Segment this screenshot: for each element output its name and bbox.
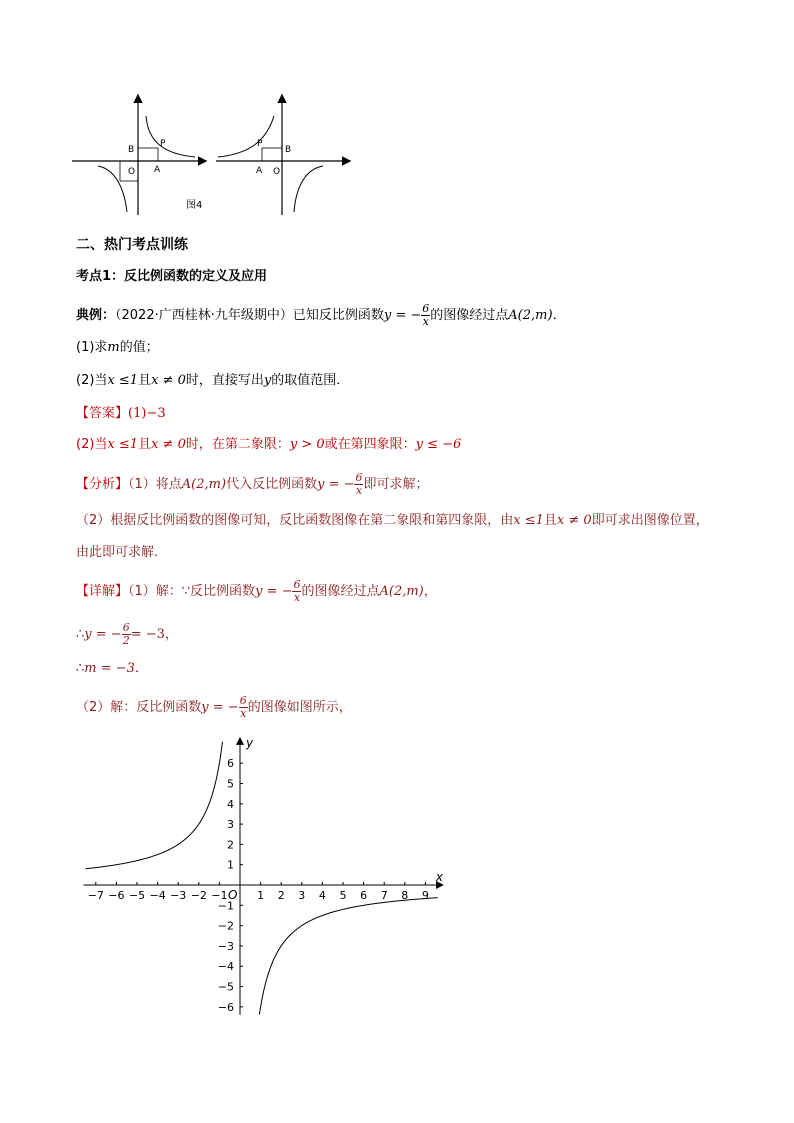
x-tick-label: 6 <box>360 889 368 902</box>
x-tick-label: 5 <box>339 889 347 902</box>
analysis-3: 由此即可求解． <box>76 545 168 560</box>
y-tick-label: −2 <box>217 919 234 933</box>
question-2: (2)当x ≤1且x ≠ 0时，直接写出y的取值范围． <box>76 373 350 388</box>
x-axis-label: x <box>435 870 443 884</box>
figure-4-right <box>216 96 349 215</box>
x-tick-label: 8 <box>401 889 409 902</box>
detail-tag: 【详解】 <box>76 584 129 599</box>
example-source: （2022·广西桂林·九年级期中）已知反比例函数 <box>115 308 384 323</box>
answer-1-value: (1)−3 <box>128 406 166 421</box>
example-label: 典例： <box>76 308 116 323</box>
function-fraction: $\frac{6}{x}$ <box>422 302 430 328</box>
label-p: P <box>257 139 263 149</box>
hyperbola-branch-lower <box>98 166 127 212</box>
origin-label: O <box>228 888 238 902</box>
x-tick-label: −7 <box>87 889 104 902</box>
detail-4: （2）解：反比例函数y = − $\frac{6}{x}$ 的图像如图所示， <box>76 694 352 720</box>
y-tick-label: 1 <box>227 858 234 872</box>
answer-2: (2)当x ≤1且x ≠ 0时，在第二象限：y > 0或在第四象限：y ≤ −6 <box>76 437 462 452</box>
y-tick-label: 3 <box>227 818 234 832</box>
detail-2: ∴y = − $\frac{6}{2}$ = −3， <box>76 621 178 647</box>
y-tick-label: −3 <box>217 939 234 953</box>
x-tick-label: 4 <box>318 889 326 902</box>
label-o: O <box>128 167 136 177</box>
curve-branch-fourth-quadrant <box>259 898 437 1015</box>
detail-1: 【详解】（1）解：∵反比例函数y = − $\frac{6}{x}$ 的图像经过点A(2,m)， <box>76 578 437 604</box>
analysis-2: （2）根据反比例函数的图像可知，反比函数图像在第二象限和第四象限，由x ≤1且x ≠ 0即可求出图像位置， <box>76 513 709 528</box>
y-tick-label: −1 <box>217 899 234 913</box>
label-a: A <box>256 166 263 176</box>
hyperbola-branch-lower <box>294 166 323 212</box>
section-heading: 二、热门考点训练 <box>76 237 188 253</box>
analysis-1: 【分析】（1）将点A(2,m)代入反比例函数y = − $\frac{6}{x}$ 即可求解； <box>76 471 429 497</box>
example-mid: 的图像经过点 <box>430 308 509 323</box>
figure-4-left <box>72 96 205 215</box>
figure-caption: 图4 <box>186 200 203 211</box>
x-tick-label: −5 <box>128 889 146 902</box>
y-tick-label: 6 <box>227 757 234 771</box>
y-axis-label: y <box>246 735 254 750</box>
label-b: B <box>285 145 292 155</box>
figure-4 <box>60 90 360 220</box>
hyperbola-graph <box>60 725 460 1025</box>
label-a: A <box>154 165 161 175</box>
x-tick-label: −2 <box>190 889 207 902</box>
rectangle-pbao <box>262 148 282 161</box>
point-title: 考点1：反比例函数的定义及应用 <box>76 269 268 284</box>
answer-tag: 【答案】 <box>76 406 129 421</box>
y-tick-label: 5 <box>227 777 234 791</box>
label-p: P <box>160 139 166 149</box>
y-tick-label: 2 <box>227 838 234 852</box>
y-tick-label: −5 <box>217 980 234 994</box>
x-tick-label: 1 <box>257 889 265 902</box>
x-tick-label: 9 <box>421 889 429 902</box>
x-tick-label: −6 <box>108 889 125 902</box>
label-o: O <box>273 167 281 177</box>
x-tick-label: 7 <box>380 889 388 902</box>
function-lhs: y = − <box>383 308 422 323</box>
y-tick-label: −6 <box>217 1000 234 1014</box>
label-b: B <box>128 145 135 155</box>
hyperbola-branch-upper <box>218 116 274 157</box>
question-1: (1)求m的值； <box>76 340 159 355</box>
example-end: ． <box>552 308 566 323</box>
answer-1 <box>76 405 166 423</box>
x-tick-label: −4 <box>149 889 166 902</box>
y-tick-label: 4 <box>227 797 234 811</box>
x-tick-label: −1 <box>211 889 228 902</box>
point-a: A(2,m) <box>508 308 553 323</box>
analysis-tag: 【分析】 <box>76 477 129 492</box>
y-tick-label: −4 <box>217 960 234 974</box>
x-tick-label: 3 <box>298 889 306 902</box>
detail-3: ∴m = −3． <box>76 661 148 676</box>
x-tick-label: 2 <box>277 889 285 902</box>
hyperbola-branch-upper <box>146 116 195 157</box>
example-statement <box>76 303 566 328</box>
rectangle-obap <box>138 148 158 161</box>
x-tick-label: −3 <box>170 889 187 902</box>
curve-branch-second-quadrant <box>86 742 223 869</box>
